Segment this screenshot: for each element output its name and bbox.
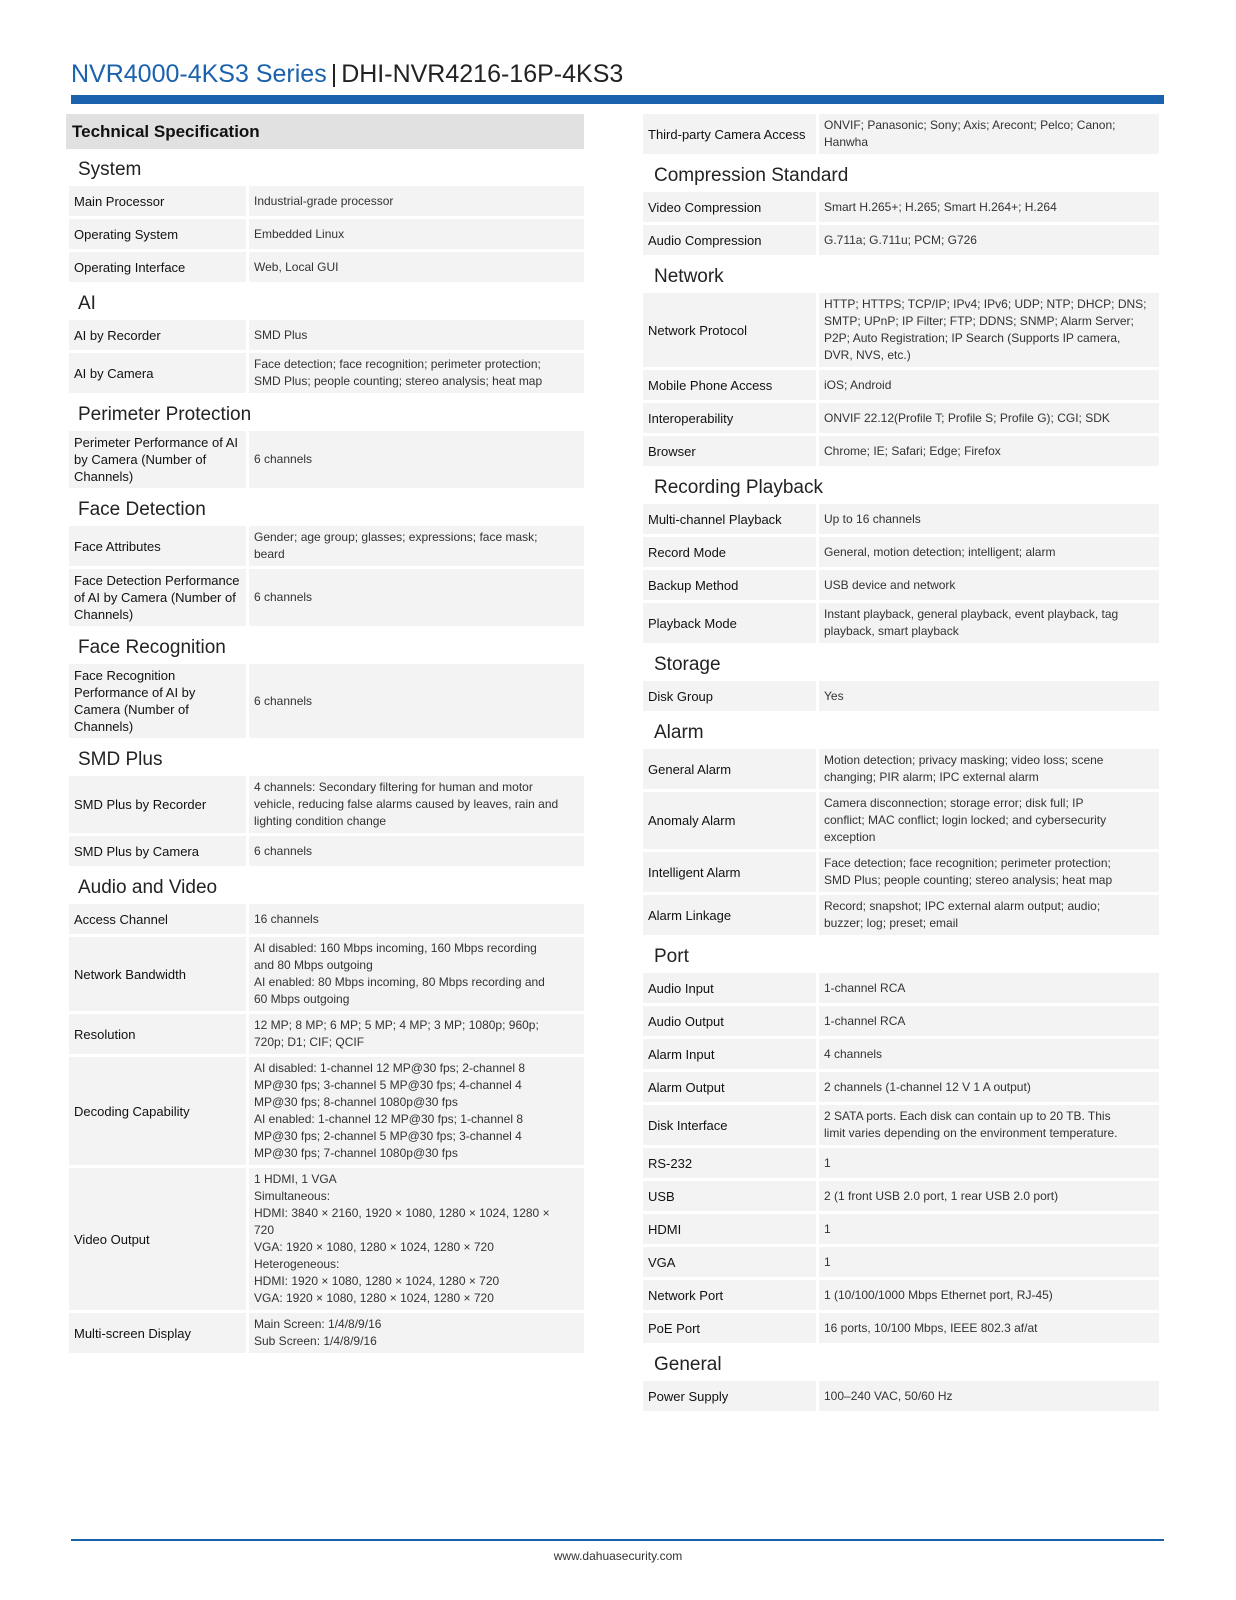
right-top-rows xyxy=(643,114,1159,154)
section-title-face-recognition: Face Recognition xyxy=(78,637,226,658)
spec-label: USB xyxy=(643,1181,816,1211)
document-header xyxy=(71,58,1161,90)
spec-label: Face Attributes xyxy=(69,526,246,566)
spec-label: HDMI xyxy=(643,1214,816,1244)
spec-value: iOS; Android xyxy=(819,370,1159,400)
spec-value: ONVIF; Panasonic; Sony; Axis; Arecont; Pelco; Canon; Hanwha xyxy=(819,114,1159,154)
spec-label: SMD Plus by Camera xyxy=(69,836,246,866)
series-name: NVR4000-4KS3 Series xyxy=(71,60,327,88)
spec-row-multi-channel-playback xyxy=(643,504,1159,534)
spec-value: SMD Plus xyxy=(249,320,584,350)
spec-label: Alarm Output xyxy=(643,1072,816,1102)
spec-row-power-supply xyxy=(643,1381,1159,1411)
spec-value: 1 xyxy=(819,1247,1159,1277)
section-title-port: Port xyxy=(654,946,689,967)
footer-rule xyxy=(71,1539,1164,1541)
spec-row-vga xyxy=(643,1247,1159,1277)
spec-row-interoperability xyxy=(643,403,1159,433)
spec-heading: Technical Specification xyxy=(66,114,584,149)
spec-row-main-processor xyxy=(69,186,584,216)
right-spec-sections xyxy=(643,157,1159,1411)
spec-value: 2 SATA ports. Each disk can contain up to 20 TB. This limit varies depending on the environment temperature. xyxy=(819,1105,1159,1145)
spec-value: Web, Local GUI xyxy=(249,252,584,282)
footer-url: www.dahuasecurity.com xyxy=(553,1549,683,1563)
spec-row-alarm-input xyxy=(643,1039,1159,1069)
spec-label: RS-232 xyxy=(643,1148,816,1178)
spec-row-alarm-linkage xyxy=(643,895,1159,935)
spec-label: Audio Compression xyxy=(643,225,816,255)
spec-row-network-protocol xyxy=(643,293,1159,367)
section-title-general: General xyxy=(654,1354,722,1375)
spec-row-face-recognition-performance-of-ai-by-ca xyxy=(69,664,584,738)
spec-value: AI disabled: 1-channel 12 MP@30 fps; 2-channel 8 MP@30 fps; 3-channel 5 MP@30 fps; 4-channel 4 MP@30 fps; 8-channel 1080p@30 fps AI enabled: 1-channel 12 MP@30 fps; 1-channel 8 MP@30 fps; 2-channel 5 MP@30 fps; 3-channel 4 MP@30 fps; 7-channel 1080p@30 fps xyxy=(249,1057,584,1165)
spec-value: Face detection; face recognition; perimeter protection; SMD Plus; people counting; stereo analysis; heat map xyxy=(249,353,584,393)
spec-label: Record Mode xyxy=(643,537,816,567)
spec-label: Resolution xyxy=(69,1014,246,1054)
spec-label: Face Detection Performance of AI by Camera (Number of Channels) xyxy=(69,569,246,626)
right-column xyxy=(643,114,1159,1414)
spec-value: 16 channels xyxy=(249,904,584,934)
spec-value: 6 channels xyxy=(249,569,584,626)
spec-label: Multi-screen Display xyxy=(69,1313,246,1353)
spec-value: Chrome; IE; Safari; Edge; Firefox xyxy=(819,436,1159,466)
spec-row-audio-compression xyxy=(643,225,1159,255)
spec-row-audio-output xyxy=(643,1006,1159,1036)
spec-value: 12 MP; 8 MP; 6 MP; 5 MP; 4 MP; 3 MP; 1080p; 960p; 720p; D1; CIF; QCIF xyxy=(249,1014,584,1054)
spec-value: 2 channels (1-channel 12 V 1 A output) xyxy=(819,1072,1159,1102)
spec-value: Motion detection; privacy masking; video loss; scene changing; PIR alarm; IPC external alarm xyxy=(819,749,1159,789)
spec-label: Backup Method xyxy=(643,570,816,600)
spec-label: Face Recognition Performance of AI by Camera (Number of Channels) xyxy=(69,664,246,738)
header-rule xyxy=(71,95,1164,104)
spec-label: Playback Mode xyxy=(643,603,816,643)
spec-row-perimeter-performance-of-ai-by-camera-nu xyxy=(69,431,584,488)
spec-row-intelligent-alarm xyxy=(643,852,1159,892)
spec-value: 4 channels: Secondary filtering for human and motor vehicle, reducing false alarms caused by leaves, rain and lighting condition change xyxy=(249,776,584,833)
section-title-system: System xyxy=(78,159,142,180)
spec-value: 1 HDMI, 1 VGA Simultaneous: HDMI: 3840 × 2160, 1920 × 1080, 1280 × 1024, 1280 × 720 VGA: 1920 × 1080, 1280 × 1024, 1280 × 720 Heterogeneous: HDMI: 1920 × 1080, 1280 × 1024, 1280 × 720 VGA: 1920 × 1080, 1280 × 1024, 1280 × 720 xyxy=(249,1168,584,1310)
spec-label: Multi-channel Playback xyxy=(643,504,816,534)
section-title-compression-standard: Compression Standard xyxy=(654,165,849,186)
spec-label: AI by Recorder xyxy=(69,320,246,350)
spec-value: HTTP; HTTPS; TCP/IP; IPv4; IPv6; UDP; NTP; DHCP; DNS; SMTP; UPnP; IP Filter; FTP; DDNS; SNMP; Alarm Server; P2P; Auto Registration; IP Search (Supports IP camera, DVR, NVS, etc.) xyxy=(819,293,1159,367)
spec-label: Intelligent Alarm xyxy=(643,852,816,892)
spec-value: Yes xyxy=(819,681,1159,711)
spec-label: Network Protocol xyxy=(643,293,816,367)
section-title-audio-and-video: Audio and Video xyxy=(78,877,218,898)
spec-label: Browser xyxy=(643,436,816,466)
spec-value: Face detection; face recognition; perimeter protection; SMD Plus; people counting; stereo analysis; heat map xyxy=(819,852,1159,892)
spec-value: 6 channels xyxy=(249,836,584,866)
spec-label: PoE Port xyxy=(643,1313,816,1343)
spec-value: ONVIF 22.12(Profile T; Profile S; Profile G); CGI; SDK xyxy=(819,403,1159,433)
spec-value: Smart H.265+; H.265; Smart H.264+; H.264 xyxy=(819,192,1159,222)
spec-row-poe-port xyxy=(643,1313,1159,1343)
spec-row-audio-input xyxy=(643,973,1159,1003)
left-column xyxy=(66,114,584,1356)
spec-label: Alarm Linkage xyxy=(643,895,816,935)
spec-value: 1-channel RCA xyxy=(819,1006,1159,1036)
spec-label: Network Bandwidth xyxy=(69,937,246,1011)
spec-value: Gender; age group; glasses; expressions; face mask; beard xyxy=(249,526,584,566)
spec-label: Network Port xyxy=(643,1280,816,1310)
spec-label: Anomaly Alarm xyxy=(643,792,816,849)
spec-row-backup-method xyxy=(643,570,1159,600)
spec-value: 1-channel RCA xyxy=(819,973,1159,1003)
section-title-recording-playback: Recording Playback xyxy=(654,477,823,498)
left-spec-sections xyxy=(66,151,584,1353)
spec-row-disk-interface xyxy=(643,1105,1159,1145)
spec-value: Main Screen: 1/4/8/9/16 Sub Screen: 1/4/8/9/16 xyxy=(249,1313,584,1353)
spec-value: 1 xyxy=(819,1148,1159,1178)
spec-row-record-mode xyxy=(643,537,1159,567)
spec-row-anomaly-alarm xyxy=(643,792,1159,849)
spec-label: SMD Plus by Recorder xyxy=(69,776,246,833)
section-title-network: Network xyxy=(654,266,724,287)
spec-row-decoding-capability xyxy=(69,1057,584,1165)
spec-row-face-detection-performance-of-ai-by-came xyxy=(69,569,584,626)
spec-value: 1 xyxy=(819,1214,1159,1244)
spec-row-network-port xyxy=(643,1280,1159,1310)
spec-row-browser xyxy=(643,436,1159,466)
spec-label: Interoperability xyxy=(643,403,816,433)
spec-label: Video Output xyxy=(69,1168,246,1310)
spec-row-video-compression xyxy=(643,192,1159,222)
section-title-storage: Storage xyxy=(654,654,721,675)
spec-row-multi-screen-display xyxy=(69,1313,584,1353)
spec-label: Disk Group xyxy=(643,681,816,711)
spec-row-ai-by-camera xyxy=(69,353,584,393)
section-title-alarm: Alarm xyxy=(654,722,704,743)
spec-row-alarm-output xyxy=(643,1072,1159,1102)
section-title-ai: AI xyxy=(78,293,96,314)
spec-row-disk-group xyxy=(643,681,1159,711)
section-title-perimeter-protection: Perimeter Protection xyxy=(78,404,252,425)
spec-value: Camera disconnection; storage error; disk full; IP conflict; MAC conflict; login locked; and cybersecurity exception xyxy=(819,792,1159,849)
spec-row-playback-mode xyxy=(643,603,1159,643)
spec-row-third-party-camera-access xyxy=(643,114,1159,154)
model-name: DHI-NVR4216-16P-4KS3 xyxy=(341,60,624,88)
spec-row-operating-interface xyxy=(69,252,584,282)
spec-value: General, motion detection; intelligent; alarm xyxy=(819,537,1159,567)
spec-label: Perimeter Performance of AI by Camera (Number of Channels) xyxy=(69,431,246,488)
spec-label: Main Processor xyxy=(69,186,246,216)
spec-row-access-channel xyxy=(69,904,584,934)
spec-row-general-alarm xyxy=(643,749,1159,789)
spec-value: 6 channels xyxy=(249,431,584,488)
section-title-smd-plus: SMD Plus xyxy=(78,749,163,770)
spec-row-smd-plus-by-recorder xyxy=(69,776,584,833)
spec-label: Access Channel xyxy=(69,904,246,934)
spec-row-ai-by-recorder xyxy=(69,320,584,350)
spec-label: Operating System xyxy=(69,219,246,249)
spec-label: Operating Interface xyxy=(69,252,246,282)
spec-value: Embedded Linux xyxy=(249,219,584,249)
spec-value: Up to 16 channels xyxy=(819,504,1159,534)
spec-value: 6 channels xyxy=(249,664,584,738)
spec-value: AI disabled: 160 Mbps incoming, 160 Mbps recording and 80 Mbps outgoing AI enabled: 80 Mbps incoming, 80 Mbps recording and 60 Mbps outgoing xyxy=(249,937,584,1011)
spec-row-operating-system xyxy=(69,219,584,249)
spec-row-face-attributes xyxy=(69,526,584,566)
spec-label: Disk Interface xyxy=(643,1105,816,1145)
spec-value: G.711a; G.711u; PCM; G726 xyxy=(819,225,1159,255)
spec-value: 100–240 VAC, 50/60 Hz xyxy=(819,1381,1159,1411)
spec-label: Mobile Phone Access xyxy=(643,370,816,400)
title-separator: | xyxy=(330,60,338,88)
spec-value: Industrial-grade processor xyxy=(249,186,584,216)
spec-label: VGA xyxy=(643,1247,816,1277)
spec-value: Record; snapshot; IPC external alarm output; audio; buzzer; log; preset; email xyxy=(819,895,1159,935)
spec-row-smd-plus-by-camera xyxy=(69,836,584,866)
spec-row-resolution xyxy=(69,1014,584,1054)
spec-row-network-bandwidth xyxy=(69,937,584,1011)
spec-value: 16 ports, 10/100 Mbps, IEEE 802.3 af/at xyxy=(819,1313,1159,1343)
spec-row-usb xyxy=(643,1181,1159,1211)
spec-value: Instant playback, general playback, event playback, tag playback, smart playback xyxy=(819,603,1159,643)
spec-row-rs-232 xyxy=(643,1148,1159,1178)
spec-label: Third-party Camera Access xyxy=(643,114,816,154)
spec-value: USB device and network xyxy=(819,570,1159,600)
spec-label: Audio Output xyxy=(643,1006,816,1036)
spec-row-hdmi xyxy=(643,1214,1159,1244)
spec-label: General Alarm xyxy=(643,749,816,789)
spec-label: Decoding Capability xyxy=(69,1057,246,1165)
spec-label: Audio Input xyxy=(643,973,816,1003)
spec-value: 1 (10/100/1000 Mbps Ethernet port, RJ-45) xyxy=(819,1280,1159,1310)
spec-row-video-output xyxy=(69,1168,584,1310)
spec-label: Power Supply xyxy=(643,1381,816,1411)
spec-value: 2 (1 front USB 2.0 port, 1 rear USB 2.0 port) xyxy=(819,1181,1159,1211)
spec-label: AI by Camera xyxy=(69,353,246,393)
spec-row-mobile-phone-access xyxy=(643,370,1159,400)
spec-label: Alarm Input xyxy=(643,1039,816,1069)
section-title-face-detection: Face Detection xyxy=(78,499,206,520)
spec-label: Video Compression xyxy=(643,192,816,222)
spec-value: 4 channels xyxy=(819,1039,1159,1069)
